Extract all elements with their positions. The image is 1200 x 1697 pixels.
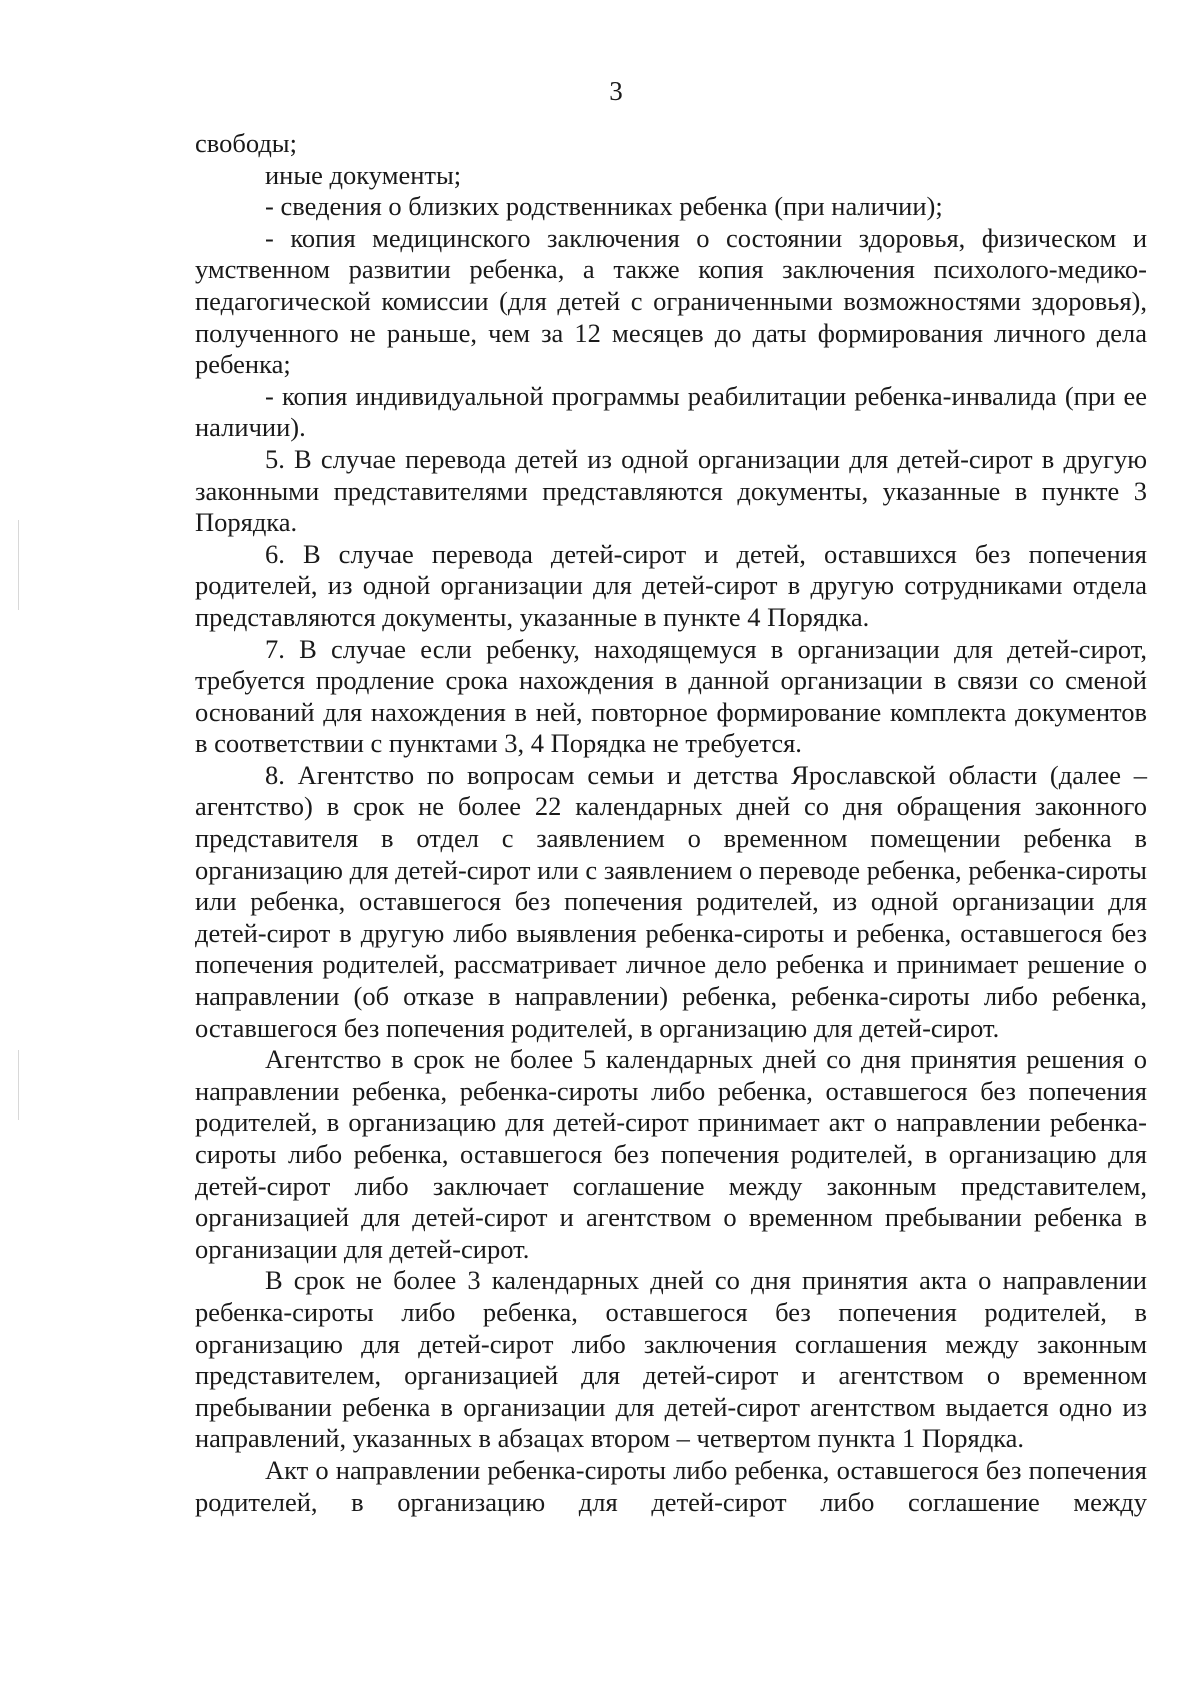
document-body	[195, 128, 1147, 1518]
paragraph-item-8: 8. Агентство по вопросам семьи и детства Ярославской области (далее – агентство) в срок не более 22 календарных дней со дня обращения законного представителя в отдел с заявлением о временном помещении ребенка в организацию для детей-сирот или с заявлением о переводе ребенка, ребенка-сироты или ребенка, оставшегося без попечения родителей, из одной организации для детей-сирот в другую либо выявления ребенка-сироты и ребенка, оставшегося без попечения родителей, рассматривает личное дело ребенка и принимает решение о направлении (об отказе в направлении) ребенка, ребенка-сироты либо ребенка, оставшегося без попечения родителей, в организацию для детей-сирот.	[195, 759, 1147, 1043]
paragraph-item-7: 7. В случае если ребенку, находящемуся в организации для детей-сирот, требуется продление срока нахождения в данной организации в связи со сменой оснований для нахождения в ней, повторное формирование комплекта документов в соответствии с пунктами 3, 4 Порядка не требуется.	[195, 633, 1147, 759]
paragraph-relatives-info: - сведения о близких родственниках ребенка (при наличии);	[265, 191, 943, 222]
page-number: 3	[609, 76, 623, 106]
scan-edge-mark	[18, 520, 19, 610]
paragraph-item-5: 5. В случае перевода детей из одной организации для детей-сирот в другую законными представителями представляются документы, указанные в пункте 3 Порядка.	[195, 443, 1147, 538]
paragraph-continuation: свободы;	[195, 128, 297, 158]
scan-edge-mark	[18, 1050, 19, 1120]
paragraph-referral-issue: В срок не более 3 календарных дней со дня принятия акта о направлении ребенка-сироты либо ребенка, оставшегося без попечения родителей, в организацию для детей-сирот либо заключения соглашения между законным представителем, организацией для детей-сирот и агентством о временном пребывании ребенка в организации для детей-сирот агентством выдается одно из направлений, указанных в абзацах втором – четвертом пункта 1 Порядка.	[195, 1265, 1147, 1454]
paragraph-medical-report: - копия медицинского заключения о состоянии здоровья, физическом и умственном развитии ребенка, а также копия заключения психолого-медико-педагогической комиссии (для детей с ограниченными возможностями здоровья), полученного не раньше, чем за 12 месяцев до даты формирования личного дела ребенка;	[195, 222, 1147, 380]
paragraph-act-continued: Акт о направлении ребенка-сироты либо ребенка, оставшегося без попечения родителей, в организацию для детей-сирот либо соглашение между	[195, 1454, 1147, 1517]
paragraph-agency-act: Агентство в срок не более 5 календарных дней со дня принятия решения о направлении ребенка, ребенка-сироты либо ребенка, оставшегося без попечения родителей, в организацию для детей-сирот принимает акт о направлении ребенка-сироты либо ребенка, оставшегося без попечения родителей, в организацию для детей-сирот либо заключает соглашение между законным представителем, организацией для детей-сирот и агентством о временном пребывании ребенка в организации для детей-сирот.	[195, 1044, 1147, 1264]
paragraph-item-6: 6. В случае перевода детей-сирот и детей, оставшихся без попечения родителей, из одной организации для детей-сирот в другую сотрудниками отдела представляются документы, указанные в пункте 4 Порядка.	[195, 538, 1147, 632]
paragraph-other-documents: иные документы;	[265, 159, 462, 190]
paragraph-rehabilitation-program: - копия индивидуальной программы реабилитации ребенка-инвалида (при ее наличии).	[195, 380, 1147, 443]
